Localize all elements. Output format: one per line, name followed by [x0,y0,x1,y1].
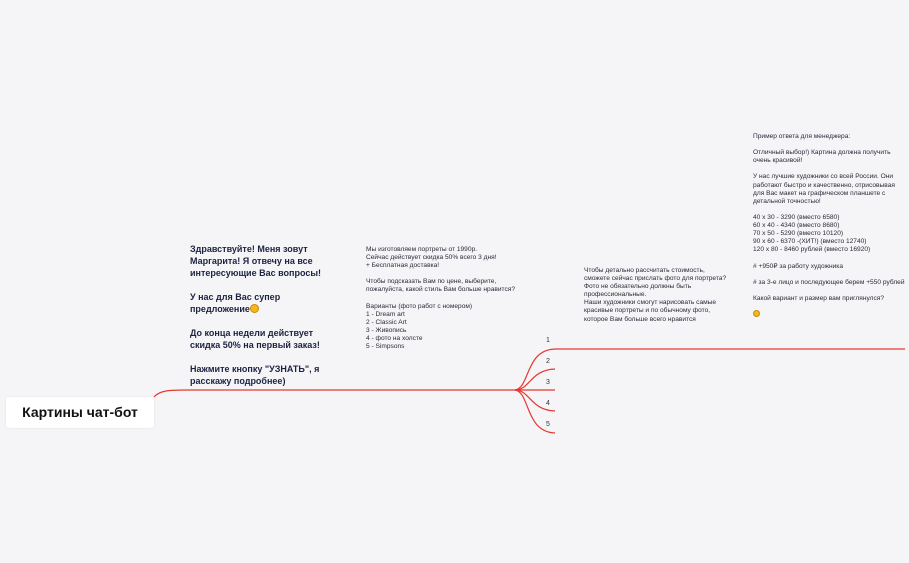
greeting-paragraph-3: До конца недели действует скидка 50% на первый заказ! [190,328,320,350]
option-label-2[interactable]: 2 [546,358,550,365]
option-label-5[interactable]: 5 [546,421,550,428]
greeting-paragraph-4: Нажмите кнопку "УЗНАТЬ", я расскажу подробнее) [190,364,320,386]
smile-emoji-icon [250,304,259,313]
connector-root [154,390,330,397]
greeting-node[interactable] [190,243,340,387]
info-node[interactable]: Мы изготовляем портреты от 1990р. Сейчас действует скидка 50% всего 3 дня! + Бесплатная доставка! Чтобы подсказать Вам по цене, выберите, пожалуйста, какой стиль Вам больше нравится? Варианты (фото работ с номером) 1 - Dream art 2 - Classic Art 3 - Живопись 4 - фото на холсте 5 - Simpsons [366,246,516,351]
option-label-4[interactable]: 4 [546,400,550,407]
manager-answer-text: Пример ответа для менеджера: Отличный выбор!) Картина должна получить очень красивой! У нас лучшие художники со всей России. Они работают быстро и качественно, отрисовывая для Вас макет на графическом планшете с детальной точностью! 40 х 30 - 3290 (вместо 6580) 60 х 40 - 4340 (вместо 8680) 70 х 50 - 5290 (вместо 10120) 90 х 60 - 6370 -(ХИТ!) (вместо 12740) 120 х 80 - 8460 рублей (вместо 16920) # +950₽ за работу художника # за 3-е лицо и последующее берем +550 рублей Какой вариант и размер вам приглянулся? [753,133,905,302]
greeting-paragraph-1: Здравствуйте! Меня зовут Маргарита! Я отвечу на все интересующие Вас вопросы! [190,244,322,278]
smile-emoji-icon [753,310,760,317]
option-label-3[interactable]: 3 [546,379,550,386]
photo-request-node[interactable]: Чтобы детально рассчитать стоимость, сможете сейчас прислать фото для портрета? Фото не обязательно должны быть профессиональные. Наши художники смогут нарисовать самые красивые портреты и по обычному фото, которое Вам больше всего нравится [584,267,727,323]
manager-answer-node[interactable] [753,133,905,321]
root-node[interactable] [6,397,154,428]
greeting-offer-text: У нас для Вас супер предложение [190,292,281,314]
root-title: Картины чат-бот [22,404,138,420]
option-label-1[interactable]: 1 [546,337,550,344]
greeting-paragraph-2 [190,291,340,315]
